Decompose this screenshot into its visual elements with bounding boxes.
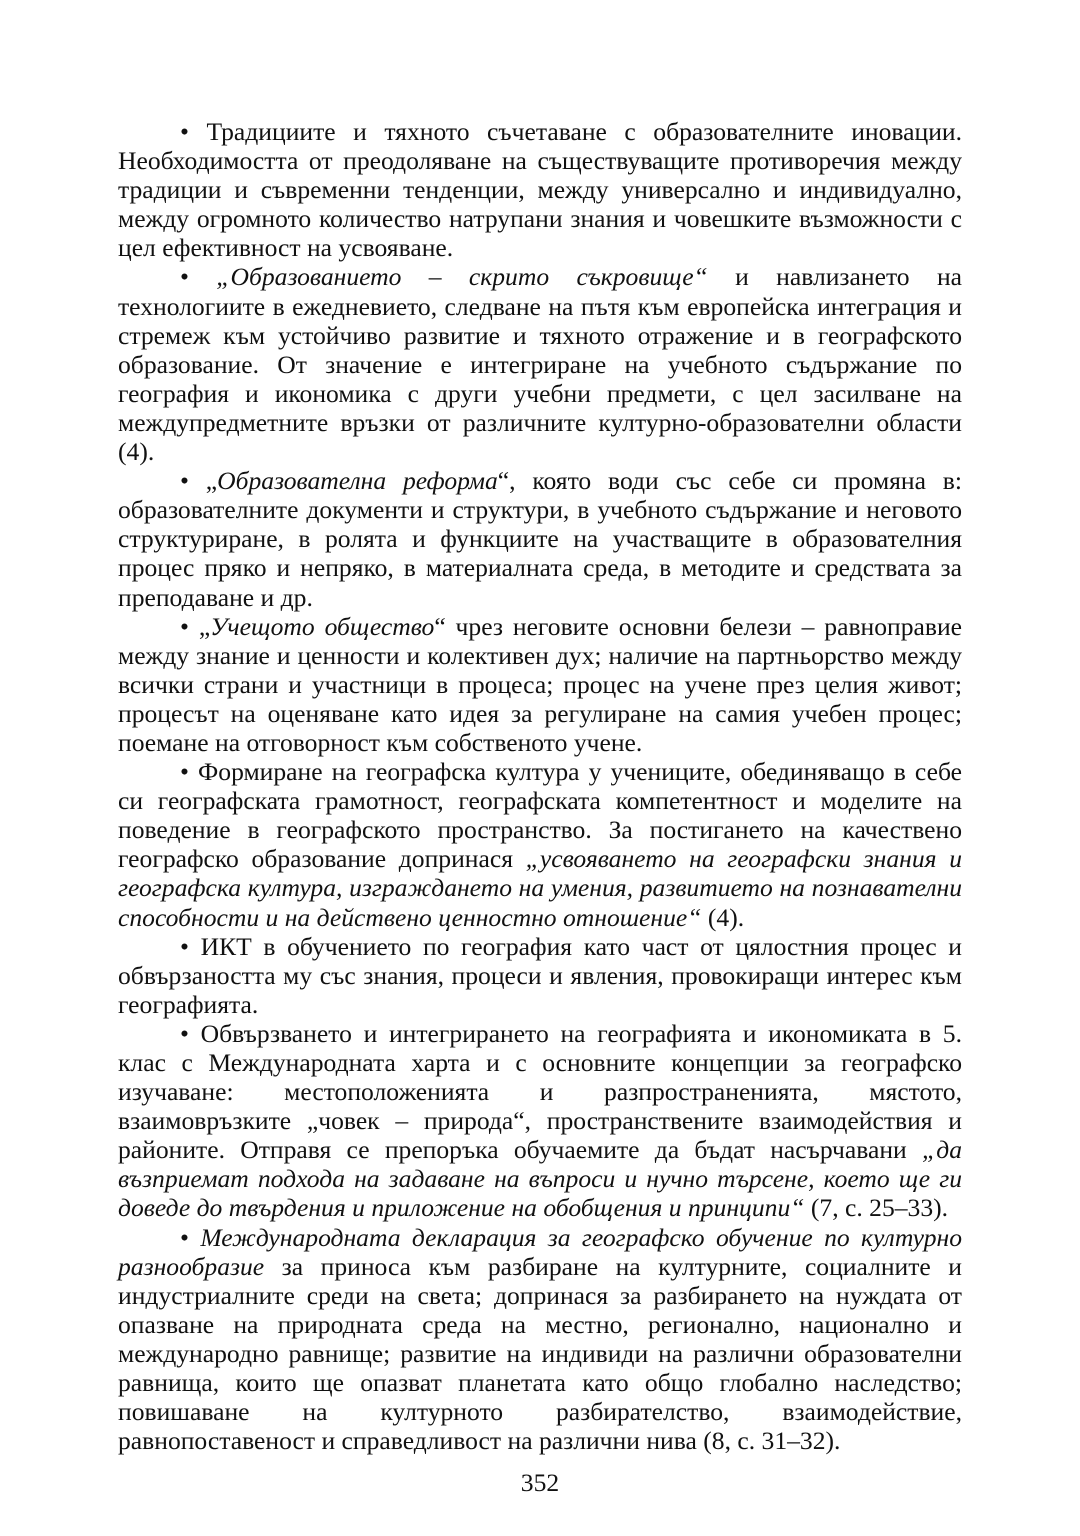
bullet: • „ — [180, 611, 211, 641]
paragraph-traditions — [118, 117, 962, 262]
italic-title: Международната декларация за географско обучение по културно разнообразие — [118, 1222, 962, 1281]
paragraph-education-treasure — [118, 262, 962, 466]
paragraph-text: • Формиране на географска култура у учениците, обединяващо в себе си географската грамотност, географската компетентност и моделите на поведение в географското пространство. За постигането на качествено географско образование допринася — [118, 757, 962, 874]
bullet: • „ — [180, 466, 218, 496]
paragraph-text: • ИКТ в обучението по география като част от цялостния процес и обвързаността му със знания, процеси и явления, провокиращи интерес към географията. — [118, 931, 962, 1019]
page-number: 352 — [520, 1468, 560, 1497]
paragraph-geographic-culture — [118, 757, 962, 932]
paragraph-text: • Традициите и тяхното съчетаване с образователните иновации. Необходимостта от преодоляване на съществуващите противоречия между традиции и съвременни тенденции, между универсално и индивидуално, между огромното количество натрупани знания и човешките възможности с цел ефективност на усвояване. — [118, 117, 962, 263]
italic-quote: „да възприемат подхода на задаване на въпроси и нучно търсене, което ще ги доведе до твърдения и приложение на обобщения и принципи“ — [118, 1135, 962, 1223]
italic-title: Учещото общество — [210, 611, 435, 641]
paragraph-education-reform — [118, 466, 962, 611]
citation: (4). — [701, 902, 745, 932]
paragraph-text: “, която води със себе си промяна в: образователните документи и структури, в учебното съдържание и неговото структуриране, в ролята и функциите на участващите в образователния процес пряко и непряко, в материалната среда, в методите и средствата за преподаване и др. — [118, 466, 962, 612]
paragraph-text: за приноса към разбиране на културните, социалните и индустриалните среди на света; допринася за разбирането на нуждата от опазване на природната среда на местно, регионално, национално и международно равнище; развитие на индивиди на различни образователни равнища, които ще опазват планетата като общо глобално наследство; повишаване на културното разбирателство, взаимодействие, равнопоставеност и справедливост на различни нива (8, с. 31–32). — [118, 1251, 962, 1456]
italic-quote: „усвояването на географски знания и географска култура, изграждането на умения, развитието на познавателни способности и на действено ценностно отношение“ — [118, 844, 962, 932]
italic-title: „Образованието – скрито съкровище“ — [216, 262, 708, 292]
paragraph-text: • Обвързването и интегрирането на географията и икономиката в 5. клас с Международната харта и с основните концепции за географско изучаване: местоположенията и разпространенията, мястото, взаимовръзките „човек – природа“, пространствените взаимодействия и районите. Отправя се препоръка обучаемите да бъдат насърчавани — [118, 1018, 962, 1165]
bullet: • — [180, 262, 217, 292]
italic-title: Образователна реформа — [217, 466, 498, 496]
paragraph-international-declaration — [118, 1223, 962, 1456]
paragraph-text: “ чрез неговите основни белези – равноправие между знание и ценности и колективен дух; наличие на партньорство между всички страни и участници в процеса; процес на учене през целия живот; процесът на оценяване като идея за регулиране на самия учебен процес; поемане на отговорност към собственото учене. — [118, 611, 963, 757]
citation: (7, с. 25–33). — [804, 1193, 949, 1223]
paragraph-ict — [118, 932, 962, 1019]
paragraph-international-charter — [118, 1019, 962, 1223]
paragraph-learning-society — [118, 612, 962, 757]
page-body — [118, 117, 962, 1455]
paragraph-text: и навлизането на технологиите в ежедневието, следване на пътя към европейска интеграция и стремеж към устойчиво развитие и тяхното отражение и в географското образование. От значение е интегриране на учебното съдържание по география и икономика с други учебни предмети, с цел засилване на междупредметните връзки от различните културно-образователни области (4). — [118, 262, 962, 467]
bullet: • — [180, 1222, 201, 1252]
